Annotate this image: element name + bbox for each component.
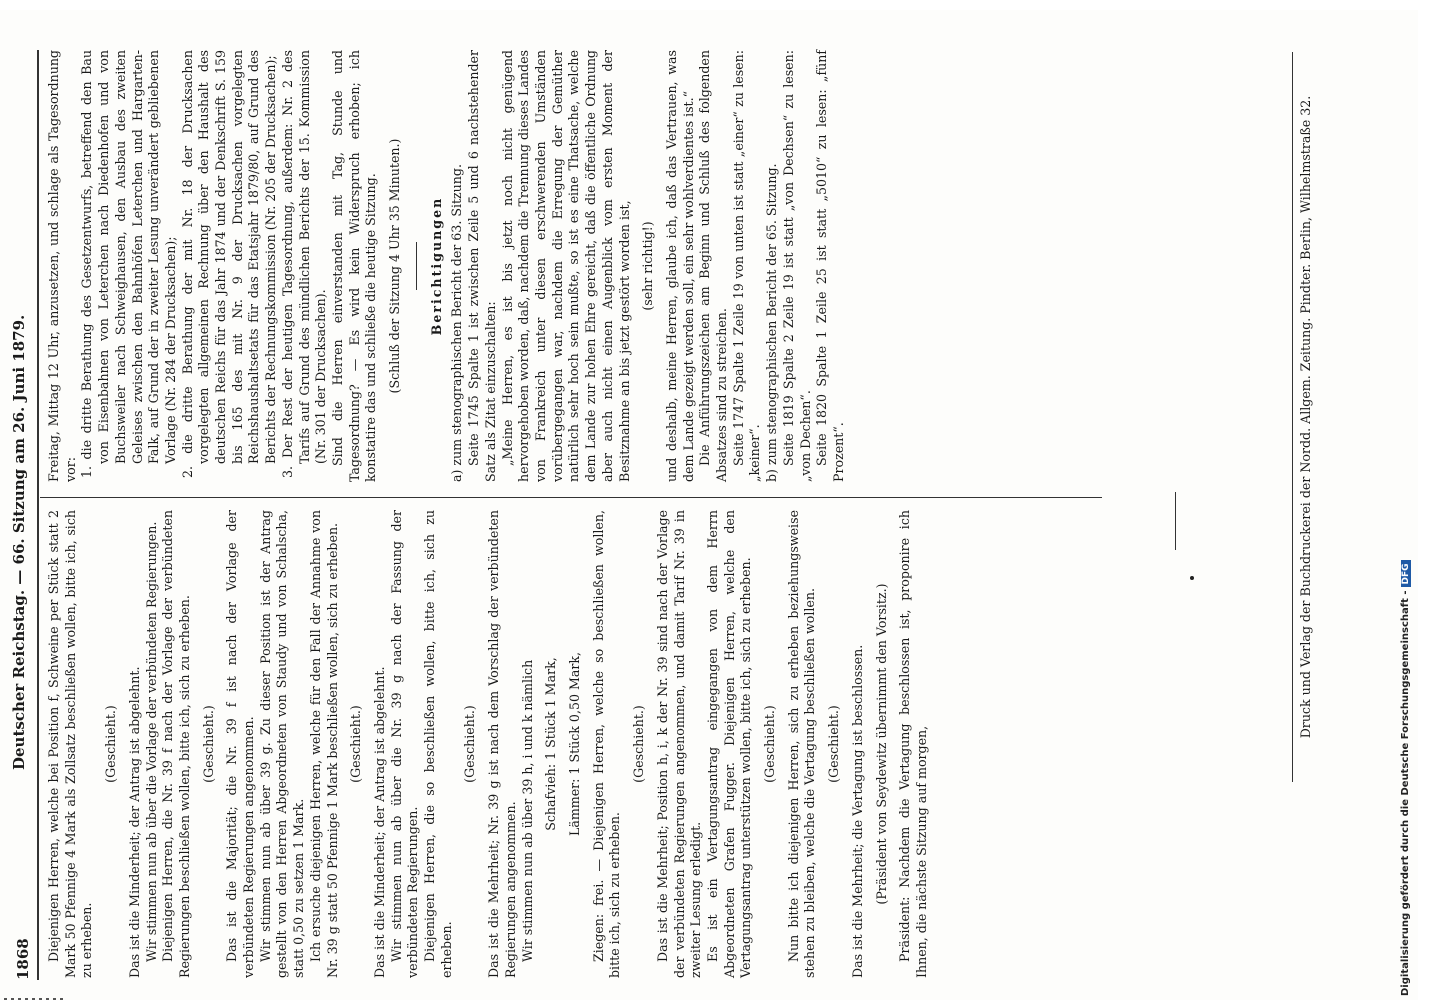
paragraph: Das ist die Minderheit; der Antrag ist abgelehnt. (371, 666, 387, 978)
paragraph: Seite 1747 Spalte 1 Zeile 19 von unten ist statt „einer“ zu lesen: „keiner“. (730, 50, 763, 482)
tariff-line: Lämmer: 1 Stück 0,50 Mark, (566, 651, 582, 837)
session-end-note: (Schluß der Sitzung 4 Uhr 35 Minuten.) (387, 138, 403, 394)
paragraph: Seite 1820 Spalte 1 Zeile 25 ist statt „5010“ zu lesen: „fünf Prozent“. (814, 50, 846, 482)
column-divider (40, 497, 1102, 498)
paragraph: Ich ersuche diejenigen Herren, welche für den Fall der Annahme von Nr. 39 g statt 50 Pfennige 1 Mark beschließen wollen, sich zu erheben. (307, 510, 340, 978)
section-rule (416, 242, 417, 290)
paragraph: Das ist die Mehrheit; die Vertagung ist beschlossen. (849, 644, 865, 978)
column-end-rule (1175, 492, 1176, 550)
digitization-credit (1400, 356, 1411, 996)
agenda-item: 2. die dritte Berathung der mit Nr. 18 der Drucksachen vorgelegten allgemeinen Rechnung über den Haushalt des deutschen Reichs für das Jahr 1874 und der Denkschrift S. 159 bis 165 des mit Nr. 9 der Drucksachen vorgelegten Reichshaushaltsetats für das Etatsjahr 1879/80, auf Grund des Berichts der Rechnungskommission (Nr. 205 der Drucksachen); (179, 50, 279, 478)
paragraph: Wir stimmen nun ab über 39 h, i und k nämlich (519, 659, 535, 962)
dfg-logo: DFG (1401, 560, 1411, 587)
paragraph: Wir stimmen nun ab über 39 g. Zu dieser Position ist der Antrag gestellt von den Herren Abgeordneten von Staudy und von Schalscha, statt 0,50 zu setzen 1 Mark. (257, 510, 307, 978)
paragraph: Das ist die Majorität; die Nr. 39 f ist nach der Vorlage der verbündeten Regierungen angenommen. (224, 510, 257, 978)
paragraph: Wir stimmen nun ab über die Nr. 39 g nach der Fassung der verbündeten Regierungen. (388, 510, 421, 978)
paragraph: Seite 1819 Spalte 2 Zeile 19 ist statt „von Dechsen“ zu lesen: „von Dechen“. (780, 50, 813, 482)
paragraph: Diejenigen Herren, welche bei Position f, Schweine per Stück statt 2 Mark 50 Pfennige 4 Mark als Zollsatz beschließen wollen, bitte ich, sich zu erheben. (46, 510, 95, 978)
paragraph: Es ist ein Vertagungsantrag eingegangen von dem Herrn Abgeordneten Grafen Fugger. Diejenigen Herren, welche den Vertagungsantrag unterstützen wollen, bitte ich, sich zu erheben. (704, 510, 754, 978)
stage-note: (Geschieht.) (631, 705, 647, 783)
paragraph: Das ist die Mehrheit; Position h, i, k der Nr. 39 sind nach der Vorlage der verbündeten Regierungen angenommen, und damit Tarif Nr. 39 in zweiter Lesung erledigt. (654, 510, 704, 978)
paragraph: Sind die Herren einverstanden mit Tag, Stunde und Tagesordnung? — Es wird kein Widerspruch erhoben; ich konstatire das und schließe die heutige Sitzung. (329, 50, 379, 482)
tariff-line: Schafvieh: 1 Stück 1 Mark, (543, 657, 559, 831)
stage-note: (sehr richtig!) (640, 221, 656, 311)
stage-note: (Geschieht.) (826, 705, 842, 783)
stage-note: (Geschieht.) (200, 705, 216, 783)
corrections-heading: Berichtigungen (428, 196, 444, 336)
paragraph: Wir stimmen nun ab über die Vorlage der verbündeten Regierungen. (143, 521, 159, 962)
stage-note: (Präsident von Seydewitz übernimmt den Vorsitz.) (873, 583, 889, 905)
stage-note: (Geschieht.) (348, 705, 364, 783)
paragraph: Das ist die Minderheit; der Antrag ist abgelehnt. (126, 666, 142, 978)
paragraph: und deshalb, meine Herren, glaube ich, daß das Vertrauen, was dem Lande gezeigt werden soll, ein sehr wohlverdientes ist.“ (663, 50, 696, 482)
header-rule (37, 50, 39, 980)
stage-note: (Geschieht.) (462, 705, 478, 783)
agenda-item: 3. Der Rest der heutigen Tagesordnung, außerdem: Nr. 2 des Tarifs auf Grund des mündlichen Berichts der 15. Kommission (Nr. 301 der Drucksachen). (279, 50, 329, 478)
left-column (46, 510, 1096, 978)
right-column (46, 50, 1096, 482)
correction-title: b) zum stenographischen Bericht der 65. Sitzung. (764, 163, 780, 482)
paragraph: Präsident: Nachdem die Vertagung beschlossen ist, proponire ich Ihnen, die nächste Sitzung auf morgen, (897, 510, 929, 978)
agenda-item: 1. die dritte Berathung des Gesetzentwurfs, betreffend den Bau von Eisenbahnen von Leterchen nach Diedenhofen und von Buchsweiler nach Schweighausen, den Ausbau des zweiten Geleises zwischen den Bahnhöfen Leterchen und Hargarten-Falk, auf Grund der in zweiter Lesung unverändert gebliebenen Vorlage (Nr. 284 der Drucksachen); (79, 50, 178, 478)
correction-title: a) zum stenographischen Bericht der 63. Sitzung. (449, 164, 465, 482)
paragraph: Diejenigen Herren, die Nr. 39 f nach der Vorlage der verbündeten Regierungen beschließen wollen, bitte ich, sich zu erheben. (160, 510, 192, 978)
quotation: „Meine Herren, es ist bis jetzt noch nicht genügend hervorgehoben worden, daß, nachdem die Trennung dieses Landes von Frankreich unter diesen erschwerenden Umständen vorübergegangen war, nachdem die Erregung der Gemüther natürlich sehr hoch sein mußte, so ist es eine Thatsache, welche dem Lande zur hohen Ehre gereicht, daß die öffentliche Ordnung aber auch nicht einen Augenblick vom ersten Moment der Besitznahme an bis jetzt gestört worden ist, (499, 50, 632, 482)
paragraph: Die Anführungszeichen am Beginn und Schluß des folgenden Absatzes sind zu streichen. (697, 50, 730, 482)
ink-speck (1190, 576, 1194, 580)
page-number: 1868 (14, 938, 32, 980)
paragraph: Das ist die Mehrheit; Nr. 39 g ist nach dem Vorschlag der verbündeten Regierungen angenommen. (486, 510, 518, 978)
page-title: Deutscher Reichstag. — 66. Sitzung am 26. Juni 1879. (10, 314, 28, 770)
rotated-page-scan (0, 10, 1418, 1000)
digitization-text: Digitalisierung gefördert durch die Deutsche Forschungsgemeinschaft - (1400, 590, 1411, 996)
paragraph: Ziegen: frei. — Diejenigen Herren, welche so beschließen wollen, bitte ich, sich zu erheben. (590, 510, 623, 978)
paragraph: Seite 1745 Spalte 1 ist zwischen Zeile 5 und 6 nachstehender Satz als Zitat einzuschalten: (466, 50, 498, 482)
page-header (4, 50, 38, 980)
printer-imprint: Druck und Verlag der Buchdruckerei der Nordd. Allgem. Zeitung. Pindter. Berlin, Wilhelmstraße 32. (1298, 95, 1313, 739)
stage-note: (Geschieht.) (103, 705, 119, 783)
paragraph: Nun bitte ich diejenigen Herren, sich zu erheben beziehungsweise stehen zu bleiben, welche die Vertagung beschließen wollen. (785, 510, 818, 978)
paragraph: Freitag, Mittag 12 Uhr, anzusetzen, und schlage als Tagesordnung vor: (46, 50, 78, 482)
paragraph: Diejenigen Herren, die so beschließen wollen, bitte ich, sich zu erheben. (422, 510, 454, 978)
stage-note: (Geschieht.) (762, 705, 778, 783)
imprint-rule (1292, 52, 1293, 782)
